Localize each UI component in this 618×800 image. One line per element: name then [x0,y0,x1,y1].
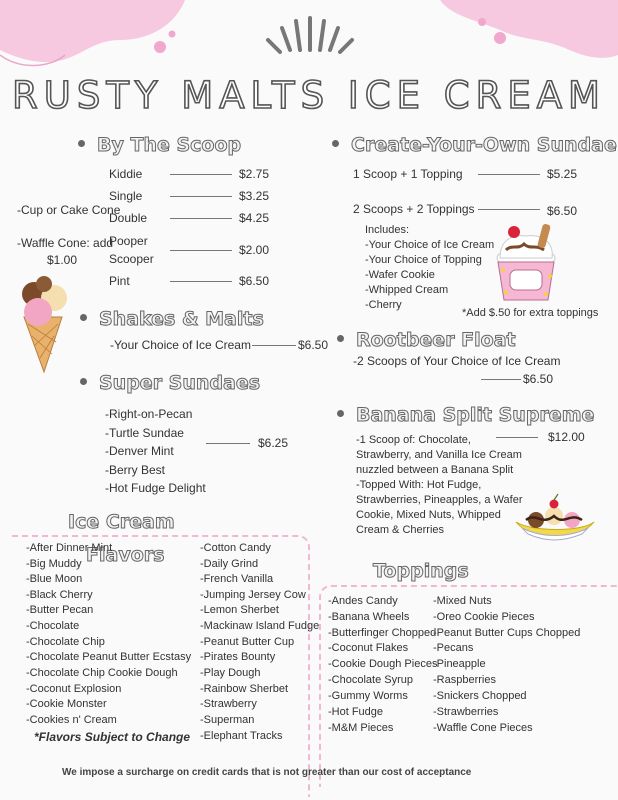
sundae-cup-icon [492,220,560,306]
scoop-note-waffle: -Waffle Cone: add [17,236,114,250]
flavor-item: -Jumping Jersey Cow [200,589,306,601]
flavors-disclaimer: *Flavors Subject to Change [34,730,191,744]
section-heading-shakes-malts: Shakes & Malts [80,308,264,330]
topping-item: -Hot Fudge [328,706,384,718]
scoop-item-double: Double [109,211,148,225]
scoop-item-single: Single [109,189,143,203]
banana-line: nuzzled between a Banana Split [356,464,514,476]
super-sundae-item: -Hot Fudge Delight [105,481,206,495]
topping-item: -Gummy Worms [328,690,408,702]
topping-item: -Pineapple [433,658,486,670]
topping-item: -Butterfinger Chopped [328,627,437,639]
topping-item: -Oreo Cookie Pieces [433,611,535,623]
flavor-item: -Chocolate [26,620,80,632]
shakes-description: -Your Choice of Ice Cream [110,338,251,352]
create-extra-toppings-note: *Add $.50 for extra toppings [462,307,599,319]
create-includes-item: -Your Choice of Topping [365,254,482,266]
create-includes-item: -Your Choice of Ice Cream [365,239,495,251]
float-description: -2 Scoops of Your Choice of Ice Cream [353,354,561,368]
scoop-price-pint: $6.50 [239,274,270,288]
section-heading-create-your-own-sundae: Create-Your-Own Sundae [332,134,617,156]
flavor-item: -Play Dough [200,667,261,679]
banana-line: Strawberries, Pineapples, a Wafer [356,494,523,506]
topping-item: -Mixed Nuts [433,595,492,607]
scoop-note-cup: -Cup or Cake Cone [17,203,121,217]
scoop-price-single: $3.25 [239,189,270,203]
topping-item: -M&M Pieces [328,722,394,734]
section-heading-banana-split-supreme: Banana Split Supreme [337,404,594,426]
section-heading-flavors: Flavors [86,544,165,566]
shakes-price: $6.50 [298,338,329,352]
scoop-note-waffle-price: $1.00 [47,253,78,267]
banana-price: $12.00 [548,430,585,444]
topping-item: -Snickers Chopped [433,690,527,702]
super-sundae-item: -Right-on-Pecan [105,407,193,421]
create-includes-item: -Cherry [365,299,402,311]
topping-item: -Coconut Flakes [328,642,409,654]
scoop-item-scooper: Scooper [109,252,154,266]
flavor-item: -French Vanilla [200,573,274,585]
flavor-item: -Mackinaw Island Fudge [200,620,320,632]
banana-split-icon [512,492,598,544]
pink-corner-left-decoration [0,0,200,75]
page-title: RUSTY MALTS ICE CREAM [12,74,606,117]
section-heading-super-sundaes: Super Sundaes [80,372,260,394]
topping-item: -Strawberries [433,706,499,718]
flavor-item: -Big Muddy [26,558,82,570]
scoop-item-pint: Pint [109,274,130,288]
scoop-price-pooper-scooper: $2.00 [239,243,270,257]
create-includes-label: Includes: [365,224,410,236]
sunburst-decoration [262,14,358,58]
flavor-item: -Blue Moon [26,573,83,585]
banana-line: Cream & Cherries [356,524,445,536]
flavor-item: -Elephant Tracks [200,730,283,742]
topping-item: -Andes Candy [328,595,398,607]
float-price: $6.50 [523,372,554,386]
section-heading-by-the-scoop: By The Scoop [78,134,241,156]
super-sundae-item: -Turtle Sundae [105,426,184,440]
flavor-item: -Rainbow Sherbet [200,683,289,695]
banana-line: -1 Scoop of: Chocolate, [356,434,471,446]
scoop-item-pooper: Pooper [109,234,148,248]
pink-corner-right-decoration [440,0,618,75]
flavor-item: -Superman [200,714,255,726]
create-price-two: $6.50 [547,204,578,218]
flavor-item: -Peanut Butter Cup [200,636,295,648]
create-includes-item: -Wafer Cookie [365,269,435,281]
create-option-one: 1 Scoop + 1 Topping [353,167,463,181]
scoop-item-kiddie: Kiddie [109,167,143,181]
banana-line: -Topped With: Hot Fudge, [356,479,482,491]
banana-line: Strawberry, and Vanilla Ice Cream [356,449,522,461]
super-sundae-item: -Berry Best [105,463,166,477]
flavor-item: -Cotton Candy [200,542,271,554]
topping-item: -Chocolate Syrup [328,674,413,686]
ice-cream-cone-icon [14,272,72,374]
super-sundae-item: -Denver Mint [105,444,174,458]
flavor-item: -Daily Grind [200,558,259,570]
section-heading-toppings: Toppings [373,560,469,582]
flavor-item: -Strawberry [200,698,257,710]
flavor-item: -Coconut Explosion [26,683,122,695]
section-heading-ice-cream: Ice Cream [68,511,175,533]
scoop-price-kiddie: $2.75 [239,167,270,181]
flavor-item: -Chocolate Peanut Butter Ecstasy [26,651,192,663]
create-price-one: $5.25 [547,167,578,181]
topping-item: -Banana Wheels [328,611,410,623]
topping-item: -Waffle Cone Pieces [433,722,533,734]
topping-item: -Peanut Butter Cups Chopped [433,627,581,639]
topping-item: -Raspberries [433,674,496,686]
footer-surcharge-notice: We impose a surcharge on credit cards that is not greater than our cost of acceptance [62,767,472,778]
topping-item: -Pecans [433,642,474,654]
create-includes-item: -Whipped Cream [365,284,449,296]
flavor-item: -Black Cherry [26,589,93,601]
flavor-item: -Cookies n' Cream [26,714,117,726]
scoop-price-double: $4.25 [239,211,270,225]
topping-item: -Cookie Dough Pieces [328,658,438,670]
create-option-two: 2 Scoops + 2 Toppings [353,202,475,216]
flavor-item: -Chocolate Chip Cookie Dough [26,667,178,679]
section-heading-rootbeer-float: Rootbeer Float [337,329,516,351]
flavor-item: -Cookie Monster [26,698,107,710]
flavor-item: -After Dinner Mint [26,542,113,554]
banana-line: Cookie, Mixed Nuts, Whipped [356,509,501,521]
flavor-item: -Butter Pecan [26,604,94,616]
flavor-item: -Pirates Bounty [200,651,276,663]
super-sundae-price: $6.25 [258,436,289,450]
flavor-item: -Chocolate Chip [26,636,105,648]
flavor-item: -Lemon Sherbet [200,604,279,616]
